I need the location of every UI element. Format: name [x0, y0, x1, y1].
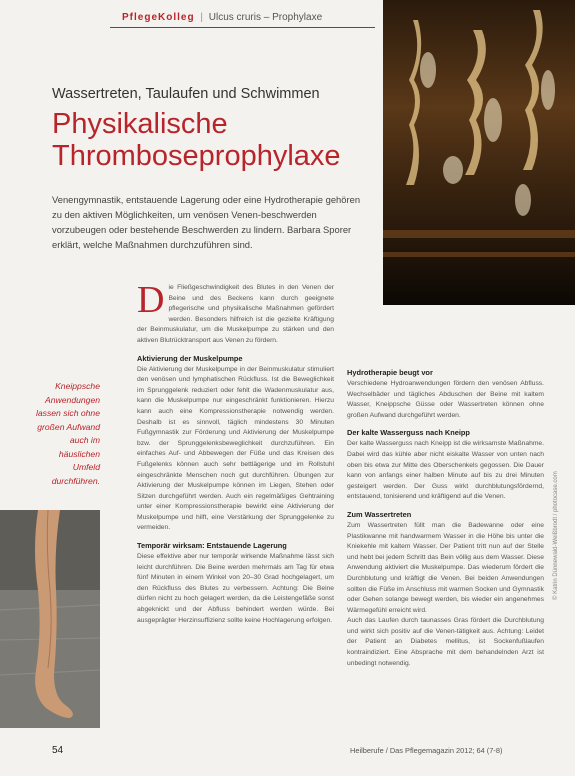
header-section: Ulcus cruris – Prophylaxe [208, 12, 323, 23]
article-column-2 [347, 368, 544, 669]
article-title [52, 108, 341, 172]
journal-info: Heilberufe / Das Pflegemagazin 2012; 64 (7-8) [350, 746, 503, 755]
heading-wassertreten: Zum Wassertreten [347, 509, 412, 519]
header-brand: PflegeKolleg [122, 12, 195, 23]
intro-paragraph: Die Fließgeschwindigkeit des Blutes in den Venen der Beine und des Beckens kann durch geeignete pflegerische und physikalische Maßnahmen gefördert werden. Besonders hilfreich ist die gezielte Kräftigung der Beinmuskulatur, um die Muskelpumpe zu stärken und den aktiven Blutrücktransport aus Venen zu fördern. [137, 279, 334, 344]
photo-credit: © Katrin Dünnewald-Weißbrodt / photocase.com [553, 471, 559, 600]
heading-muskelpumpe: Aktivierung der Muskelpumpe [137, 353, 243, 363]
page-header [122, 12, 322, 23]
header-rule [110, 27, 375, 28]
paragraph-taulaufen: Auch das Laufen durch taunasses Gras fördert die Durchblutung und wirkt sich positiv auf die Venen-tätigkeit aus. Achtung: Leidet der Patient an Diabetes mellitus, ist Sockenfußlaufen kontraindiziert. Eine Absprache mit dem behandelnden Arzt ist unbedingt notwendig. [347, 617, 544, 667]
page-number: 54 [52, 745, 64, 756]
article-kicker: Wassertreten, Taulaufen und Schwimmen [52, 86, 320, 102]
title-line-2: Thromboseprophylaxe [52, 140, 341, 172]
heading-hydrotherapie: Hydrotherapie beugt vor [347, 368, 433, 377]
title-line-1: Physikalische [52, 108, 228, 140]
heading-lagerung: Temporär wirksam: Entstauende Lagerung [137, 541, 287, 551]
paragraph-hydrotherapie: Verschiedene Hydroanwendungen fördern den venösen Abfluss. Wechselbäder und tägliches Abduschen der Beine mit kaltem Wasser, Kneippsche Güsse oder Wassertreten können ohne großen Aufwand durchgeführt werden. [347, 380, 544, 419]
heading-kneipp-guss: Der kalte Wasserguss nach Kneipp [347, 428, 470, 438]
article-lead: Venengymnastik, entstauende Lagerung oder eine Hydrotherapie gehören zu den aktiven Möglichkeiten, um venösen Venen-beschwerden vorzubeugen oder bestehende Beschwerden zu lindern. Barbara Sporer erklärt, welche Maßnahmen durchzuführen sind. [52, 194, 361, 250]
leg-photo [0, 510, 100, 728]
header-separator: | [200, 12, 203, 23]
paragraph-kneipp-guss: Der kalte Wasserguss nach Kneipp ist die wirksamste Maßnahme. Dabei wird das kühle aber nicht eiskalte Wasser von unten nach oben bis etwa zur Mitte des Oberschenkels gegossen. Die Dauer kann von anfangs einer halben Minute auf bis zu drei Minuten gesteigert werden. Der Guss wirkt durchblutungsfördernd, entstauend, tonisierend und kräftigend auf die Venen. [347, 440, 544, 501]
paragraph-lagerung: Diese effektive aber nur temporär wirkende Maßnahme lässt sich leicht durchführen. Die Beine werden mehrmals am Tag für etwa fünf Minuten in einem Winkel von 20–30 Grad hochgelagert, um den Rückfluss des Blutes zu verbessern. Achtung: Die Beine dürfen nicht zu hoch gelagert werden, da die Leistengefäße sonst abgeknickt und der Abfluss behindert werden würde. Bei ausgeprägter Herzinsuffizienz sollte keine Hochlagerung erfolgen. [137, 553, 334, 624]
paragraph-wassertreten: Zum Wassertreten füllt man die Badewanne oder eine Plastikwanne mit handwarmem Wasser in die Höhe bis unter die Kniekehle mit kaltem Wasser. Der Patient tritt nun auf der Stelle und hebt bei jedem Schritt das Bein völlig aus dem Wasser. Diese Anwendung aktiviert die Muskelpumpe. Das wiederum fördert die Durchblutung und kräftigt die Venen. Bei beiden Anwendungen sollten die Füße im Anschluss mit warmen Socken und Gymnastik oder Gehen solange bewegt werden, bis wieder ein angenehmes Wärmegefühl erreicht wird. [347, 521, 544, 614]
paragraph-muskelpumpe: Die Aktivierung der Muskelpumpe in der Beinmuskulatur stimuliert den venösen und lymphatischen Rückfluss. Ist die Beweglichkeit im Sprunggelenk reduziert oder fehlt die Wadenmuskulatur aus, kann die Muskelpumpe nur eingeschränkt funktionieren. Hierzu kann auch eine Kompressionstherapie notwendig werden. Deshalb ist es sinnvoll, täglich mindestens 30 Minuten Fußgymnastik zur Förderung und Aktivierung der Muskelpumpe bzw. der Sprunggelenksbeweglichkeit durchzuführen. Ein einfaches Auf- und Abbewegen der Füße und das Kreisen des Fußgelenks können auch sehr bettlägerige und im Rollstuhl eingeschränkte Menschen noch gut durchführen. Übungen zur Aktivierung der Muskelpumpe können im Liegen, Stehen oder Sitzen durchgeführt werden. Auch ein regelmäßiges Gehtraining unter einer Kompressionstherapie bewirkt eine Aktivierung der Muskelpumpe und hilft, eine Verstärkung der Sprunggelenke zu vermeiden. [137, 365, 334, 532]
article-column-1 [137, 279, 334, 626]
water-reflection-photo [383, 0, 575, 305]
side-quote: Kneippsche Anwendungen lassen sich ohne großen Aufwand auch im häuslichen Umfeld durchführen. [35, 381, 100, 486]
